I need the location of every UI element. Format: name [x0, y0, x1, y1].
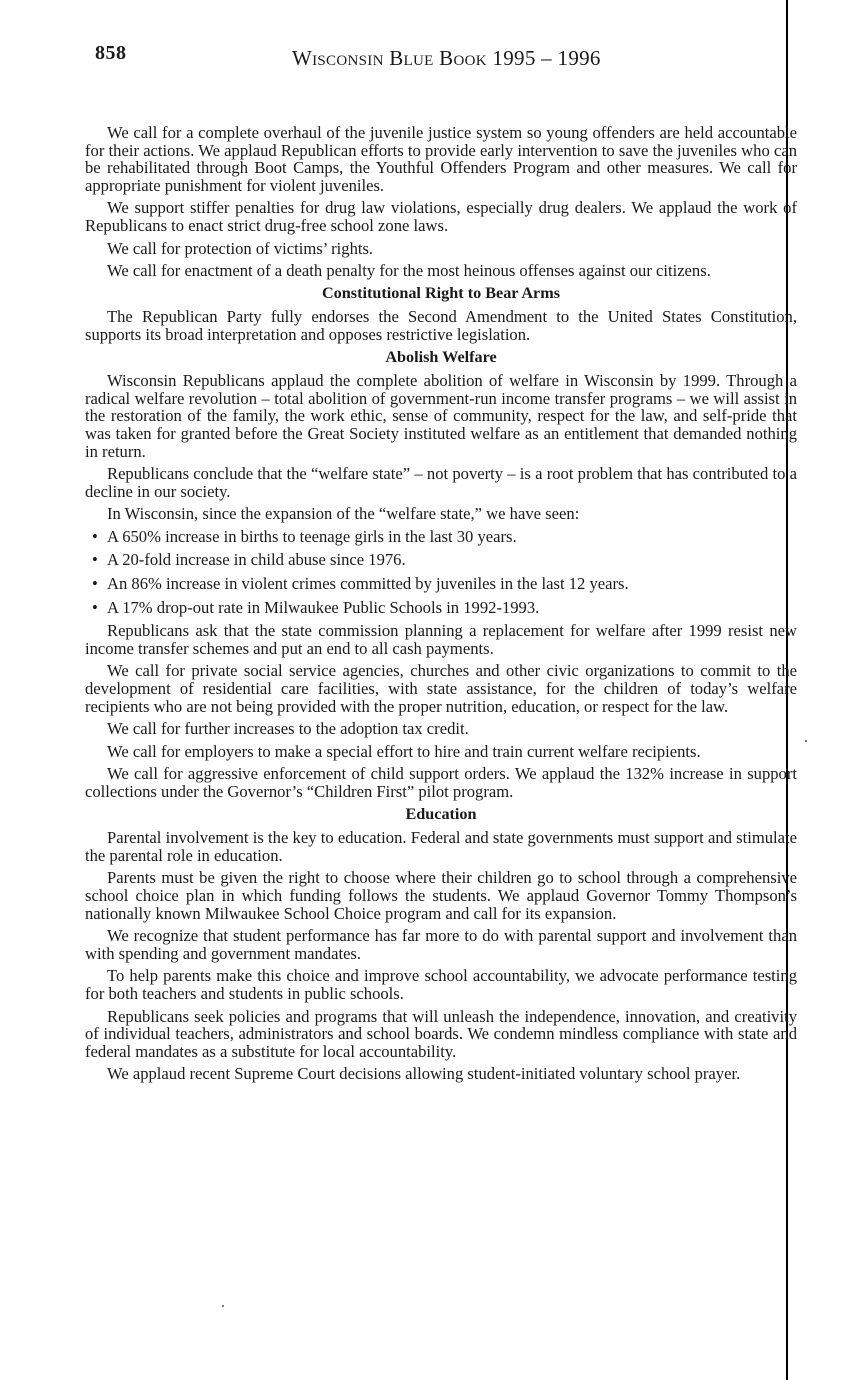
paragraph: We call for private social service agencies, churches and other civic organizations to commit to the development of residential care facilities, with state assistance, for the children of today’s welfare recipients who are not being provided with the proper nutrition, education, or respect for the law.: [85, 661, 797, 716]
paragraph: We call for a complete overhaul of the juvenile justice system so young offenders are held accountable for their actions. We applaud Republican efforts to provide early intervention to save the juveniles who can be rehabilitated through Boot Camps, the Youthful Offenders Program and other measures. We call for appropriate punishment for violent juveniles.: [85, 123, 797, 195]
page-number: 858: [95, 42, 127, 64]
section-heading: Education: [405, 804, 477, 823]
paragraph: We call for further increases to the adoption tax credit.: [107, 719, 469, 739]
paragraph: Parental involvement is the key to education. Federal and state governments must support and stimulate the parental role in education.: [85, 828, 797, 865]
bullet-item: • A 17% drop-out rate in Milwaukee Public Schools in 1992-1993.: [85, 599, 797, 617]
bullet-item: • A 650% increase in births to teenage girls in the last 30 years.: [85, 528, 797, 546]
paragraph: Parents must be given the right to choose where their children go to school through a comprehensive school choice plan in which funding follows the students. We applaud Governor Tommy Thompson’s nationally known Milwaukee School Choice program and call for its expansion.: [85, 868, 797, 923]
bullet-item: • A 20-fold increase in child abuse since 1976.: [85, 551, 797, 569]
body-text: [85, 124, 797, 1088]
paragraph: We call for employers to make a special effort to hire and train current welfare recipients.: [107, 741, 701, 761]
paragraph: We call for aggressive enforcement of child support orders. We applaud the 132% increase in support collections under the Governor’s “Children First” pilot program.: [85, 764, 797, 801]
paragraph: Wisconsin Republicans applaud the complete abolition of welfare in Wisconsin by 1999. Through a radical welfare revolution – total abolition of government-run income transfer programs – we will assist in the restoration of the family, the work ethic, sense of community, respect for the law, and self-pride that was taken for granted before the Great Society instituted welfare as an entitlement that demanded nothing in return.: [85, 371, 797, 461]
section-heading: Constitutional Right to Bear Arms: [321, 283, 561, 302]
paragraph: We call for protection of victims’ rights.: [107, 238, 374, 258]
paragraph: To help parents make this choice and improve school accountability, we advocate performance testing for both teachers and students in public schools.: [85, 966, 797, 1003]
section-heading: Abolish Welfare: [385, 347, 497, 366]
paragraph: Republicans conclude that the “welfare state” – not poverty – is a root problem that has contributed to a decline in our society.: [85, 464, 797, 501]
paragraph: We applaud recent Supreme Court decisions allowing student-initiated voluntary school prayer.: [107, 1064, 741, 1084]
paragraph: The Republican Party fully endorses the Second Amendment to the United States Constitution, supports its broad interpretation and opposes restrictive legislation.: [85, 307, 797, 344]
scan-speck: [222, 1305, 224, 1307]
paragraph: We recognize that student performance has far more to do with parental support and involvement than with spending and government mandates.: [85, 926, 797, 963]
running-head: Wisconsin Blue Book 1995 – 1996: [292, 46, 601, 70]
paragraph: We support stiffer penalties for drug law violations, especially drug dealers. We applaud the work of Republicans to enact strict drug-free school zone laws.: [85, 198, 797, 235]
paragraph: We call for enactment of a death penalty for the most heinous offenses against our citizens.: [107, 261, 711, 281]
scan-speck: [805, 740, 807, 742]
paragraph: In Wisconsin, since the expansion of the “welfare state,” we have seen:: [107, 504, 580, 524]
bullet-item: • An 86% increase in violent crimes committed by juveniles in the last 12 years.: [85, 575, 797, 593]
bullet-list: [85, 528, 797, 616]
paragraph: Republicans seek policies and programs that will unleash the independence, innovation, and creativity of individual teachers, administrators and school boards. We condemn mindless compliance with state and federal mandates as a substitute for local accountability.: [85, 1006, 797, 1061]
paragraph: Republicans ask that the state commission planning a replacement for welfare after 1999 resist new income transfer schemes and put an end to all cash payments.: [85, 621, 797, 658]
